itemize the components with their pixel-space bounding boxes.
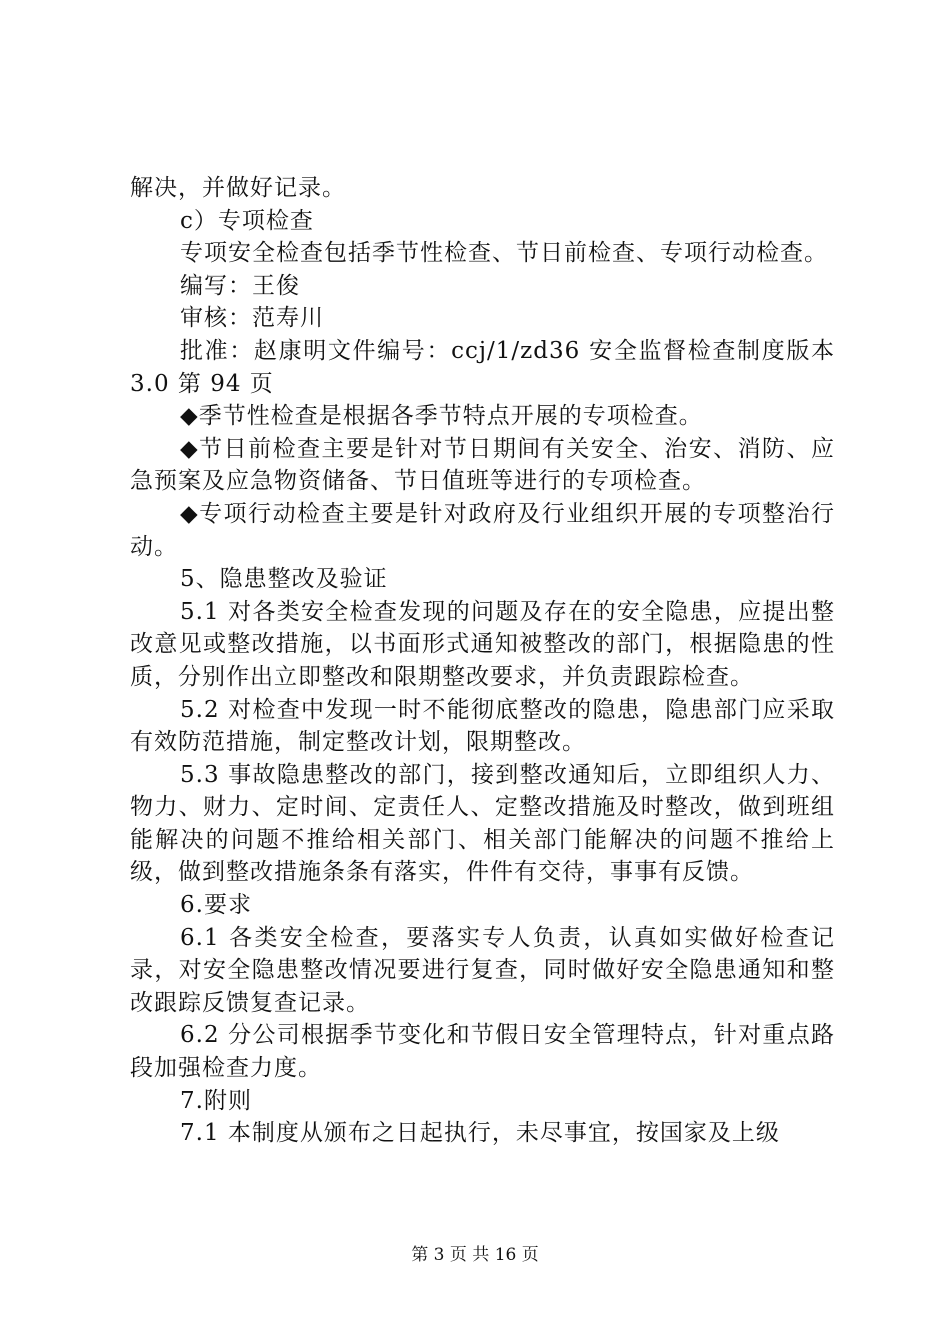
clause: 5.3 事故隐患整改的部门，接到整改通知后，立即组织人力、物力、财力、定时间、定责任人、定整改措施及时整改，做到班组能解决的问题不推给相关部门、相关部门能解决的问题不推给上级，做到整改措施条条有落实，件件有交待，事事有反馈。 [130,761,835,886]
reviewer-line: 审核：范寿川 [180,305,324,332]
clause: 6.2 分公司根据季节变化和节假日安全管理特点，针对重点路段加强检查力度。 [130,1022,835,1082]
bullet-item: ◆季节性检查是根据各季节特点开展的专项检查。 [180,403,703,430]
document-body [130,172,835,1150]
page-footer: 第 3 页 共 16 页 [411,1245,539,1265]
paragraph: 解决，并做好记录。 [130,175,346,201]
bullet-item: ◆节日前检查主要是针对节日期间有关安全、治安、消防、应急预案及应急物资储备、节日值班等进行的专项检查。 [130,435,835,495]
section-heading: c）专项检查 [180,207,314,234]
section-heading: 7.附则 [180,1087,252,1114]
clause: 7.1 本制度从颁布之日起执行，未尽事宜，按国家及上级 [180,1120,780,1147]
section-heading: 6.要求 [180,892,252,919]
clause: 6.1 各类安全检查，要落实专人负责，认真如实做好检查记录，对安全隐患整改情况要进行复查，同时做好安全隐患通知和整改跟踪反馈复查记录。 [130,924,835,1016]
approval-line: 批准：赵康明文件编号：ccj/1/zd36 安全监督检查制度版本 3.0 第 94 页 [130,337,835,397]
clause: 5.2 对检查中发现一时不能彻底整改的隐患，隐患部门应采取有效防范措施，制定整改计划，限期整改。 [130,696,835,756]
clause: 5.1 对各类安全检查发现的问题及存在的安全隐患，应提出整改意见或整改措施，以书面形式通知被整改的部门，根据隐患的性质，分别作出立即整改和限期整改要求，并负责跟踪检查。 [130,598,835,690]
author-line: 编写：王俊 [180,272,300,299]
paragraph: 专项安全检查包括季节性检查、节日前检查、专项行动检查。 [180,240,828,267]
section-heading: 5、隐患整改及验证 [180,566,388,593]
bullet-item: ◆专项行动检查主要是针对政府及行业组织开展的专项整治行动。 [130,500,835,560]
